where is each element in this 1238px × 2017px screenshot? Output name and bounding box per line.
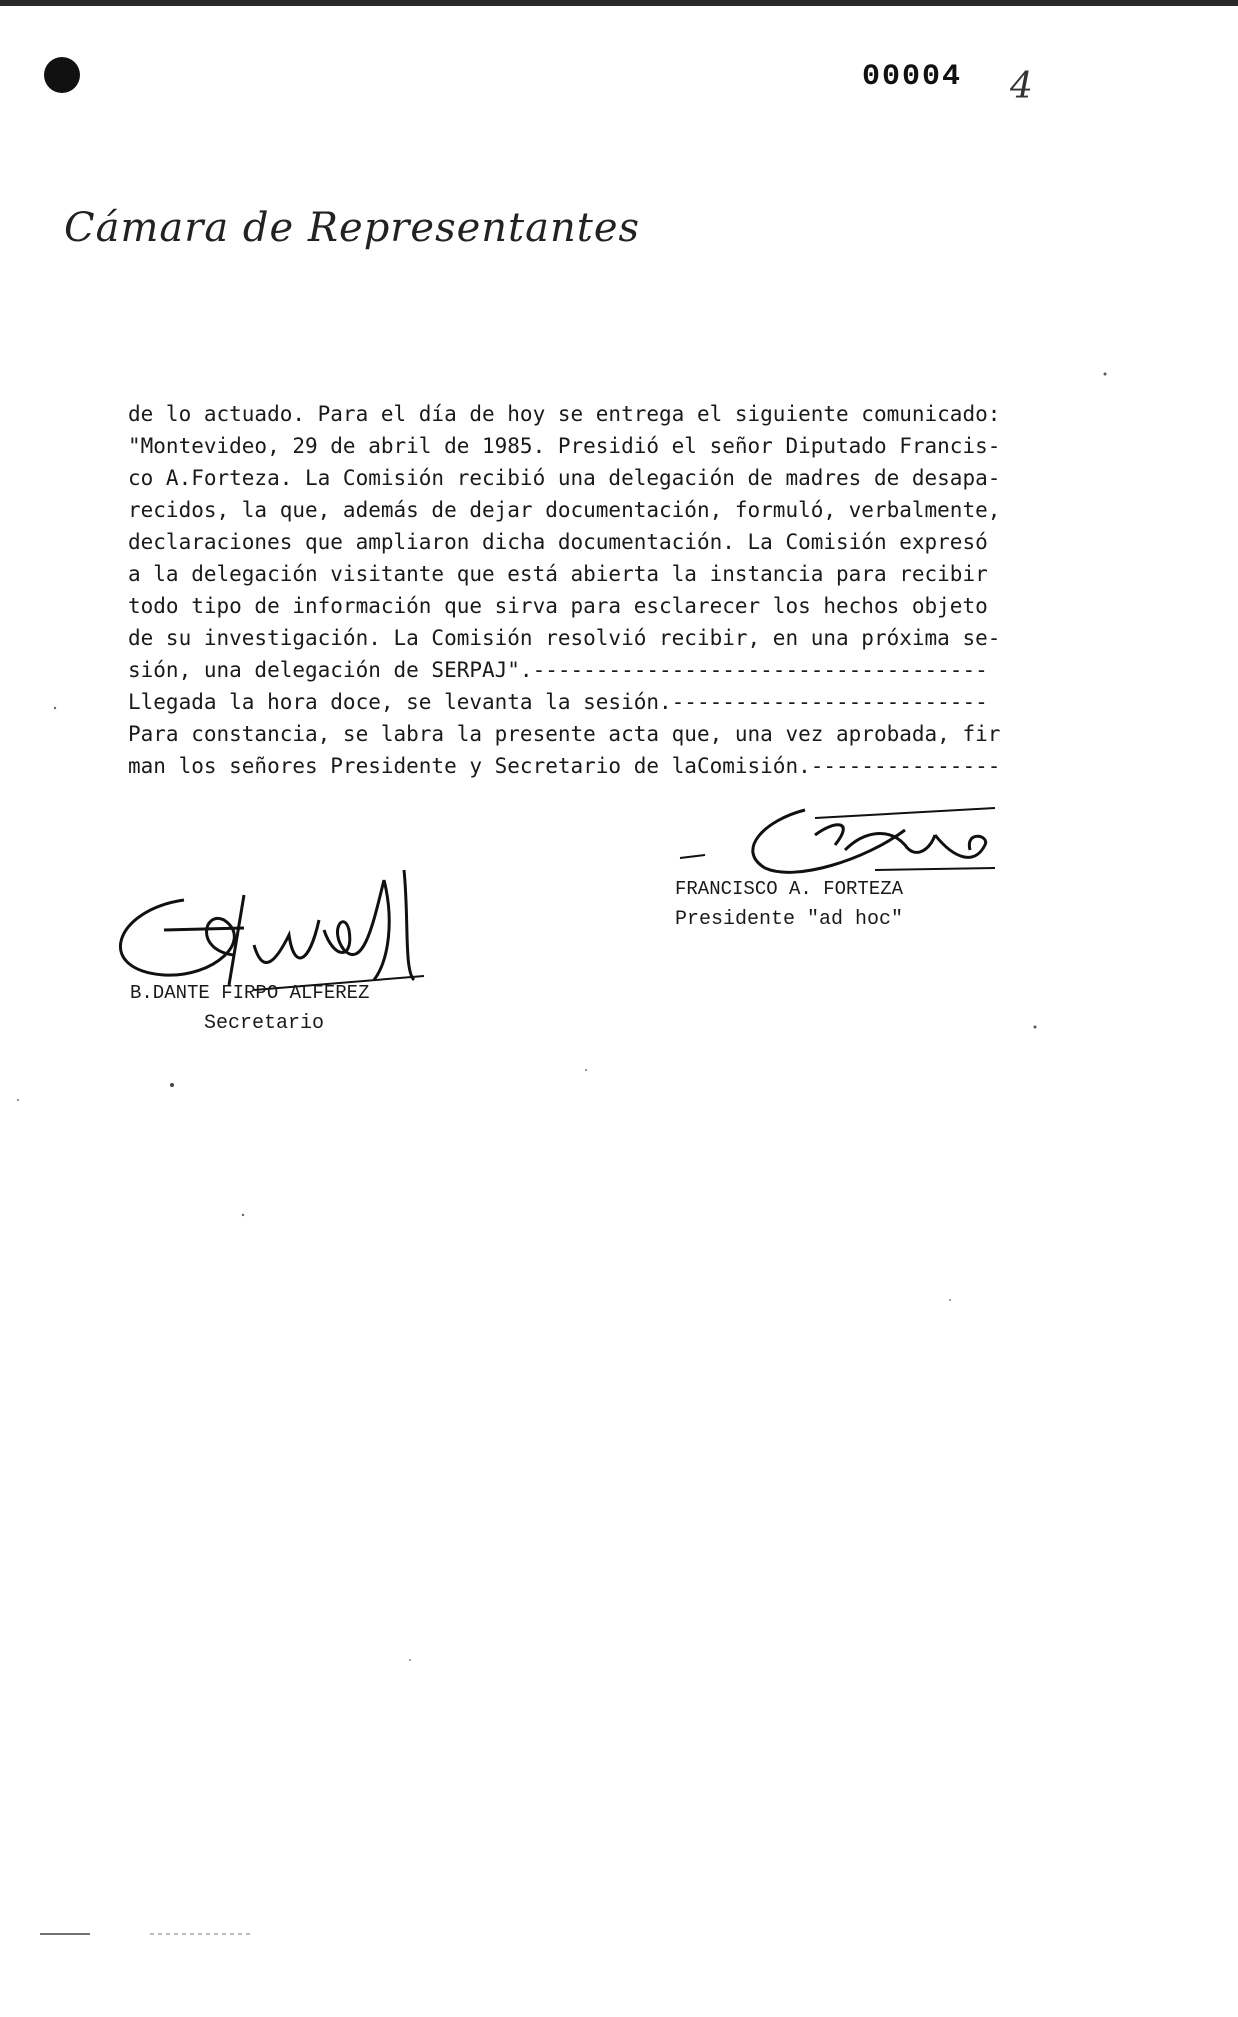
president-role: Presidente "ad hoc" [675, 908, 904, 931]
body-line-3: co A.Forteza. La Comisión recibió una delegación de madres de desapa- [128, 466, 1001, 490]
secretary-role: Secretario [204, 1012, 325, 1035]
body-line-12: man los señores Presidente y Secretario de laComisión.--------------- [128, 754, 1001, 778]
body-line-4: recidos, la que, además de dejar documentación, formuló, verbalmente, [128, 498, 1001, 522]
body-line-1: de lo actuado. Para el día de hoy se entrega el siguiente comunicado: [128, 402, 1001, 426]
secretary-signature-block [104, 860, 434, 1040]
secretary-name: B.DANTE FIRPO ALFEREZ [130, 982, 370, 1004]
letterhead-title: Cámara de Representantes [64, 205, 641, 251]
body-line-5: declaraciones que ampliaron dicha documentación. La Comisión expresó [128, 530, 988, 554]
bottom-dash-marks [40, 1932, 260, 1936]
body-line-10: Llegada la hora doce, se levanta la sesión.------------------------- [128, 690, 988, 714]
minutes-body [128, 398, 1028, 782]
page-number: 00004 [862, 60, 963, 94]
president-signature-block [665, 790, 1035, 940]
body-line-11: Para constancia, se labra la presente acta que, una vez aprobada, fir [128, 722, 1001, 746]
handwritten-page-number: 4 [1010, 66, 1033, 107]
body-line-7: todo tipo de información que sirva para esclarecer los hechos objeto [128, 594, 988, 618]
body-line-9: sión, una delegación de SERPAJ".------------------------------------ [128, 658, 988, 682]
body-line-6: a la delegación visitante que está abierta la instancia para recibir [128, 562, 988, 586]
president-name: FRANCISCO A. FORTEZA [675, 878, 904, 900]
body-line-2: "Montevideo, 29 de abril de 1985. Presidió el señor Diputado Francis- [128, 434, 1001, 458]
body-line-8: de su investigación. La Comisión resolvió recibir, en una próxima se- [128, 626, 1001, 650]
